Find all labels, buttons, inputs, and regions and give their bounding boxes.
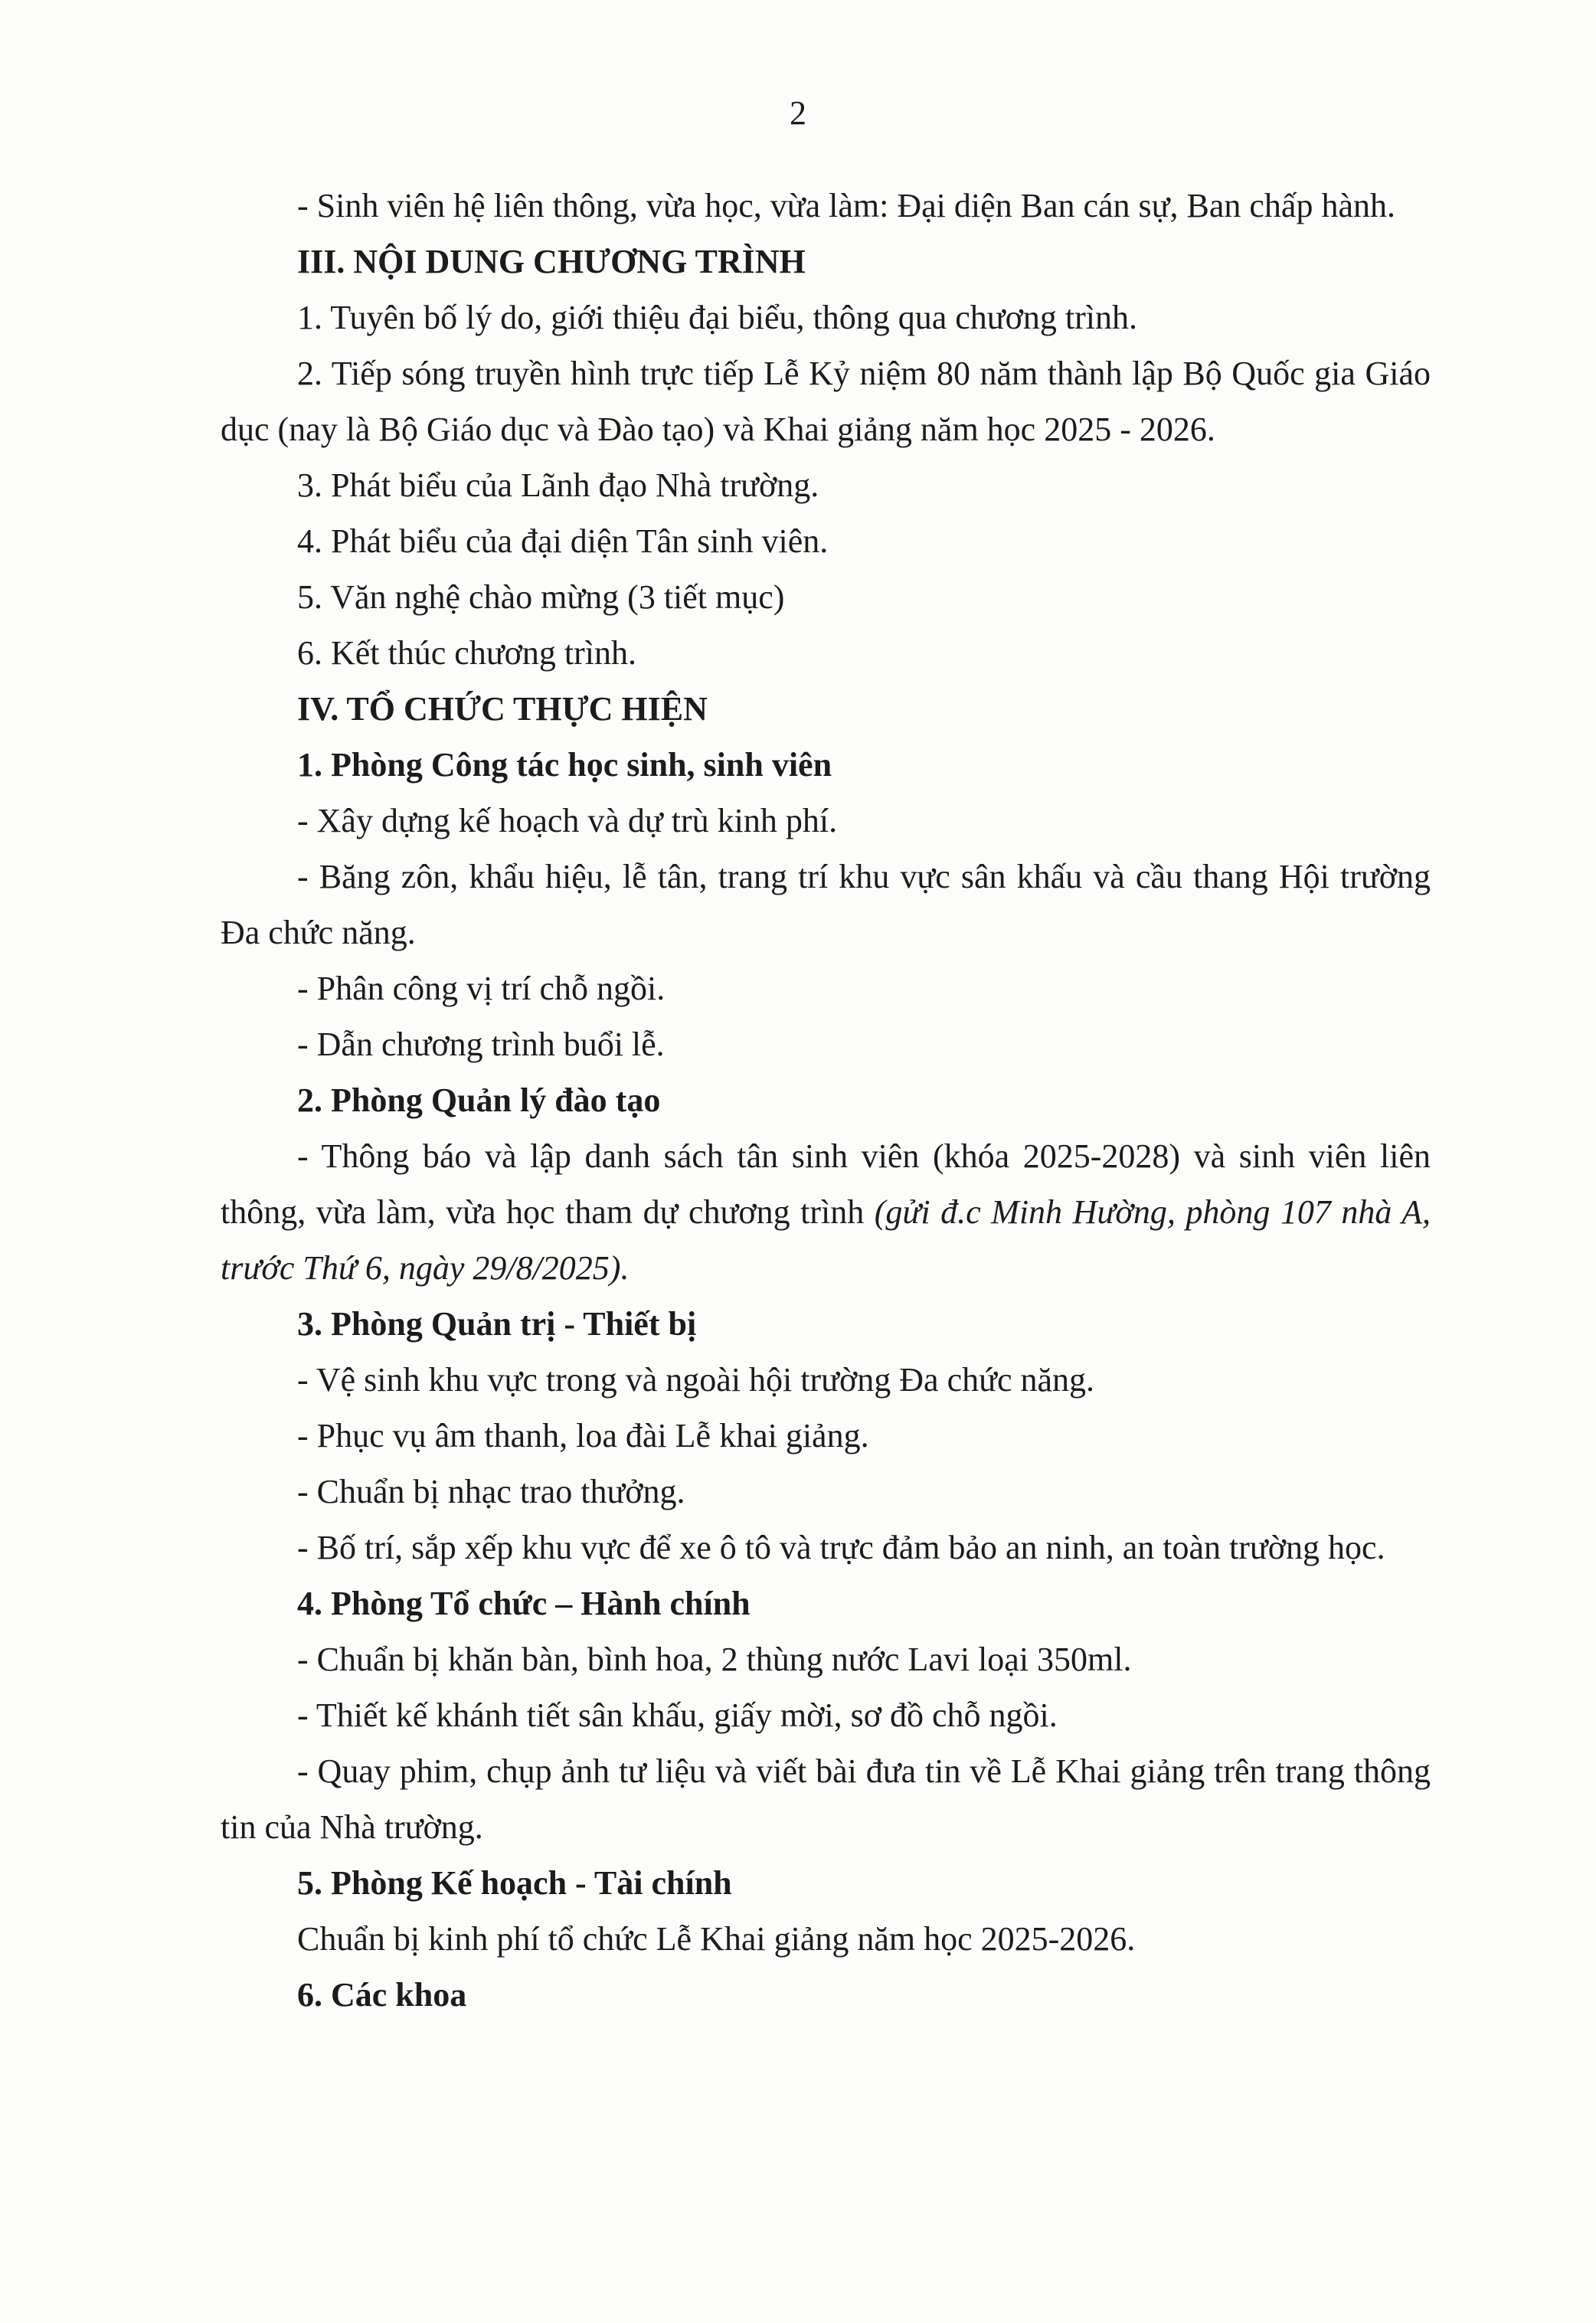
document-body bbox=[221, 178, 1431, 2023]
task-item bbox=[221, 1128, 1431, 1296]
task-text: - Thông báo và lập danh sách tân sinh viên (khóa 2025-2028) và sinh viên liên thông, vừa làm, vừa học tham dự chương trình bbox=[221, 1137, 1431, 1231]
program-item-1: 1. Tuyên bố lý do, giới thiệu đại biểu, thông qua chương trình. bbox=[297, 299, 1137, 336]
task-item: - Bố trí, sắp xếp khu vực để xe ô tô và trực đảm bảo an ninh, an toàn trường học. bbox=[297, 1529, 1385, 1566]
subsection-title-finance: 5. Phòng Kế hoạch - Tài chính bbox=[297, 1864, 732, 1902]
program-item-2: 2. Tiếp sóng truyền hình trực tiếp Lễ Kỷ niệm 80 năm thành lập Bộ Quốc gia Giáo dục (nay là Bộ Giáo dục và Đào tạo) và Khai giảng năm học 2025 - 2026. bbox=[221, 355, 1431, 448]
program-item-3: 3. Phát biểu của Lãnh đạo Nhà trường. bbox=[297, 466, 819, 504]
subsection-title-administration: 4. Phòng Tổ chức – Hành chính bbox=[297, 1585, 751, 1622]
task-item: - Xây dựng kế hoạch và dự trù kinh phí. bbox=[297, 802, 838, 839]
task-item: - Thiết kế khánh tiết sân khấu, giấy mời, sơ đồ chỗ ngồi. bbox=[297, 1696, 1058, 1734]
program-item-5: 5. Văn nghệ chào mừng (3 tiết mục) bbox=[297, 578, 785, 616]
task-item: - Phân công vị trí chỗ ngồi. bbox=[297, 970, 666, 1007]
task-item: - Phục vụ âm thanh, loa đài Lễ khai giảng. bbox=[297, 1417, 869, 1454]
task-item: - Quay phim, chụp ảnh tư liệu và viết bài đưa tin về Lễ Khai giảng trên trang thông tin của Nhà trường. bbox=[221, 1752, 1431, 1846]
task-item: - Chuẩn bị khăn bàn, bình hoa, 2 thùng nước Lavi loại 350ml. bbox=[297, 1641, 1132, 1678]
page-number: 2 bbox=[790, 94, 806, 132]
section-heading-program: III. NỘI DUNG CHƯƠNG TRÌNH bbox=[297, 243, 806, 280]
task-item: - Băng zôn, khẩu hiệu, lễ tân, trang trí khu vực sân khấu và cầu thang Hội trường Đa chức năng. bbox=[221, 858, 1431, 951]
program-item-4: 4. Phát biểu của đại diện Tân sinh viên. bbox=[297, 522, 829, 560]
participants-line: - Sinh viên hệ liên thông, vừa học, vừa làm: Đại diện Ban cán sự, Ban chấp hành. bbox=[297, 187, 1395, 224]
section-heading-implementation: IV. TỔ CHỨC THỰC HIỆN bbox=[297, 690, 708, 728]
program-item-6: 6. Kết thúc chương trình. bbox=[297, 634, 637, 672]
task-item: - Dẫn chương trình buổi lễ. bbox=[297, 1026, 665, 1063]
subsection-title-student-affairs: 1. Phòng Công tác học sinh, sinh viên bbox=[297, 746, 832, 784]
subsection-title-training: 2. Phòng Quản lý đào tạo bbox=[297, 1081, 661, 1119]
task-item: - Vệ sinh khu vực trong và ngoài hội trường Đa chức năng. bbox=[297, 1361, 1095, 1399]
subsection-title-facilities: 3. Phòng Quản trị - Thiết bị bbox=[297, 1305, 697, 1343]
task-item: - Chuẩn bị nhạc trao thưởng. bbox=[297, 1473, 685, 1510]
task-note: (gửi đ.c Minh Hường, phòng 107 nhà A, trước Thứ 6, ngày 29/8/2025). bbox=[221, 1193, 1431, 1287]
subsection-title-faculties: 6. Các khoa bbox=[297, 1976, 467, 2014]
task-item: Chuẩn bị kinh phí tổ chức Lễ Khai giảng năm học 2025-2026. bbox=[297, 1920, 1136, 1958]
